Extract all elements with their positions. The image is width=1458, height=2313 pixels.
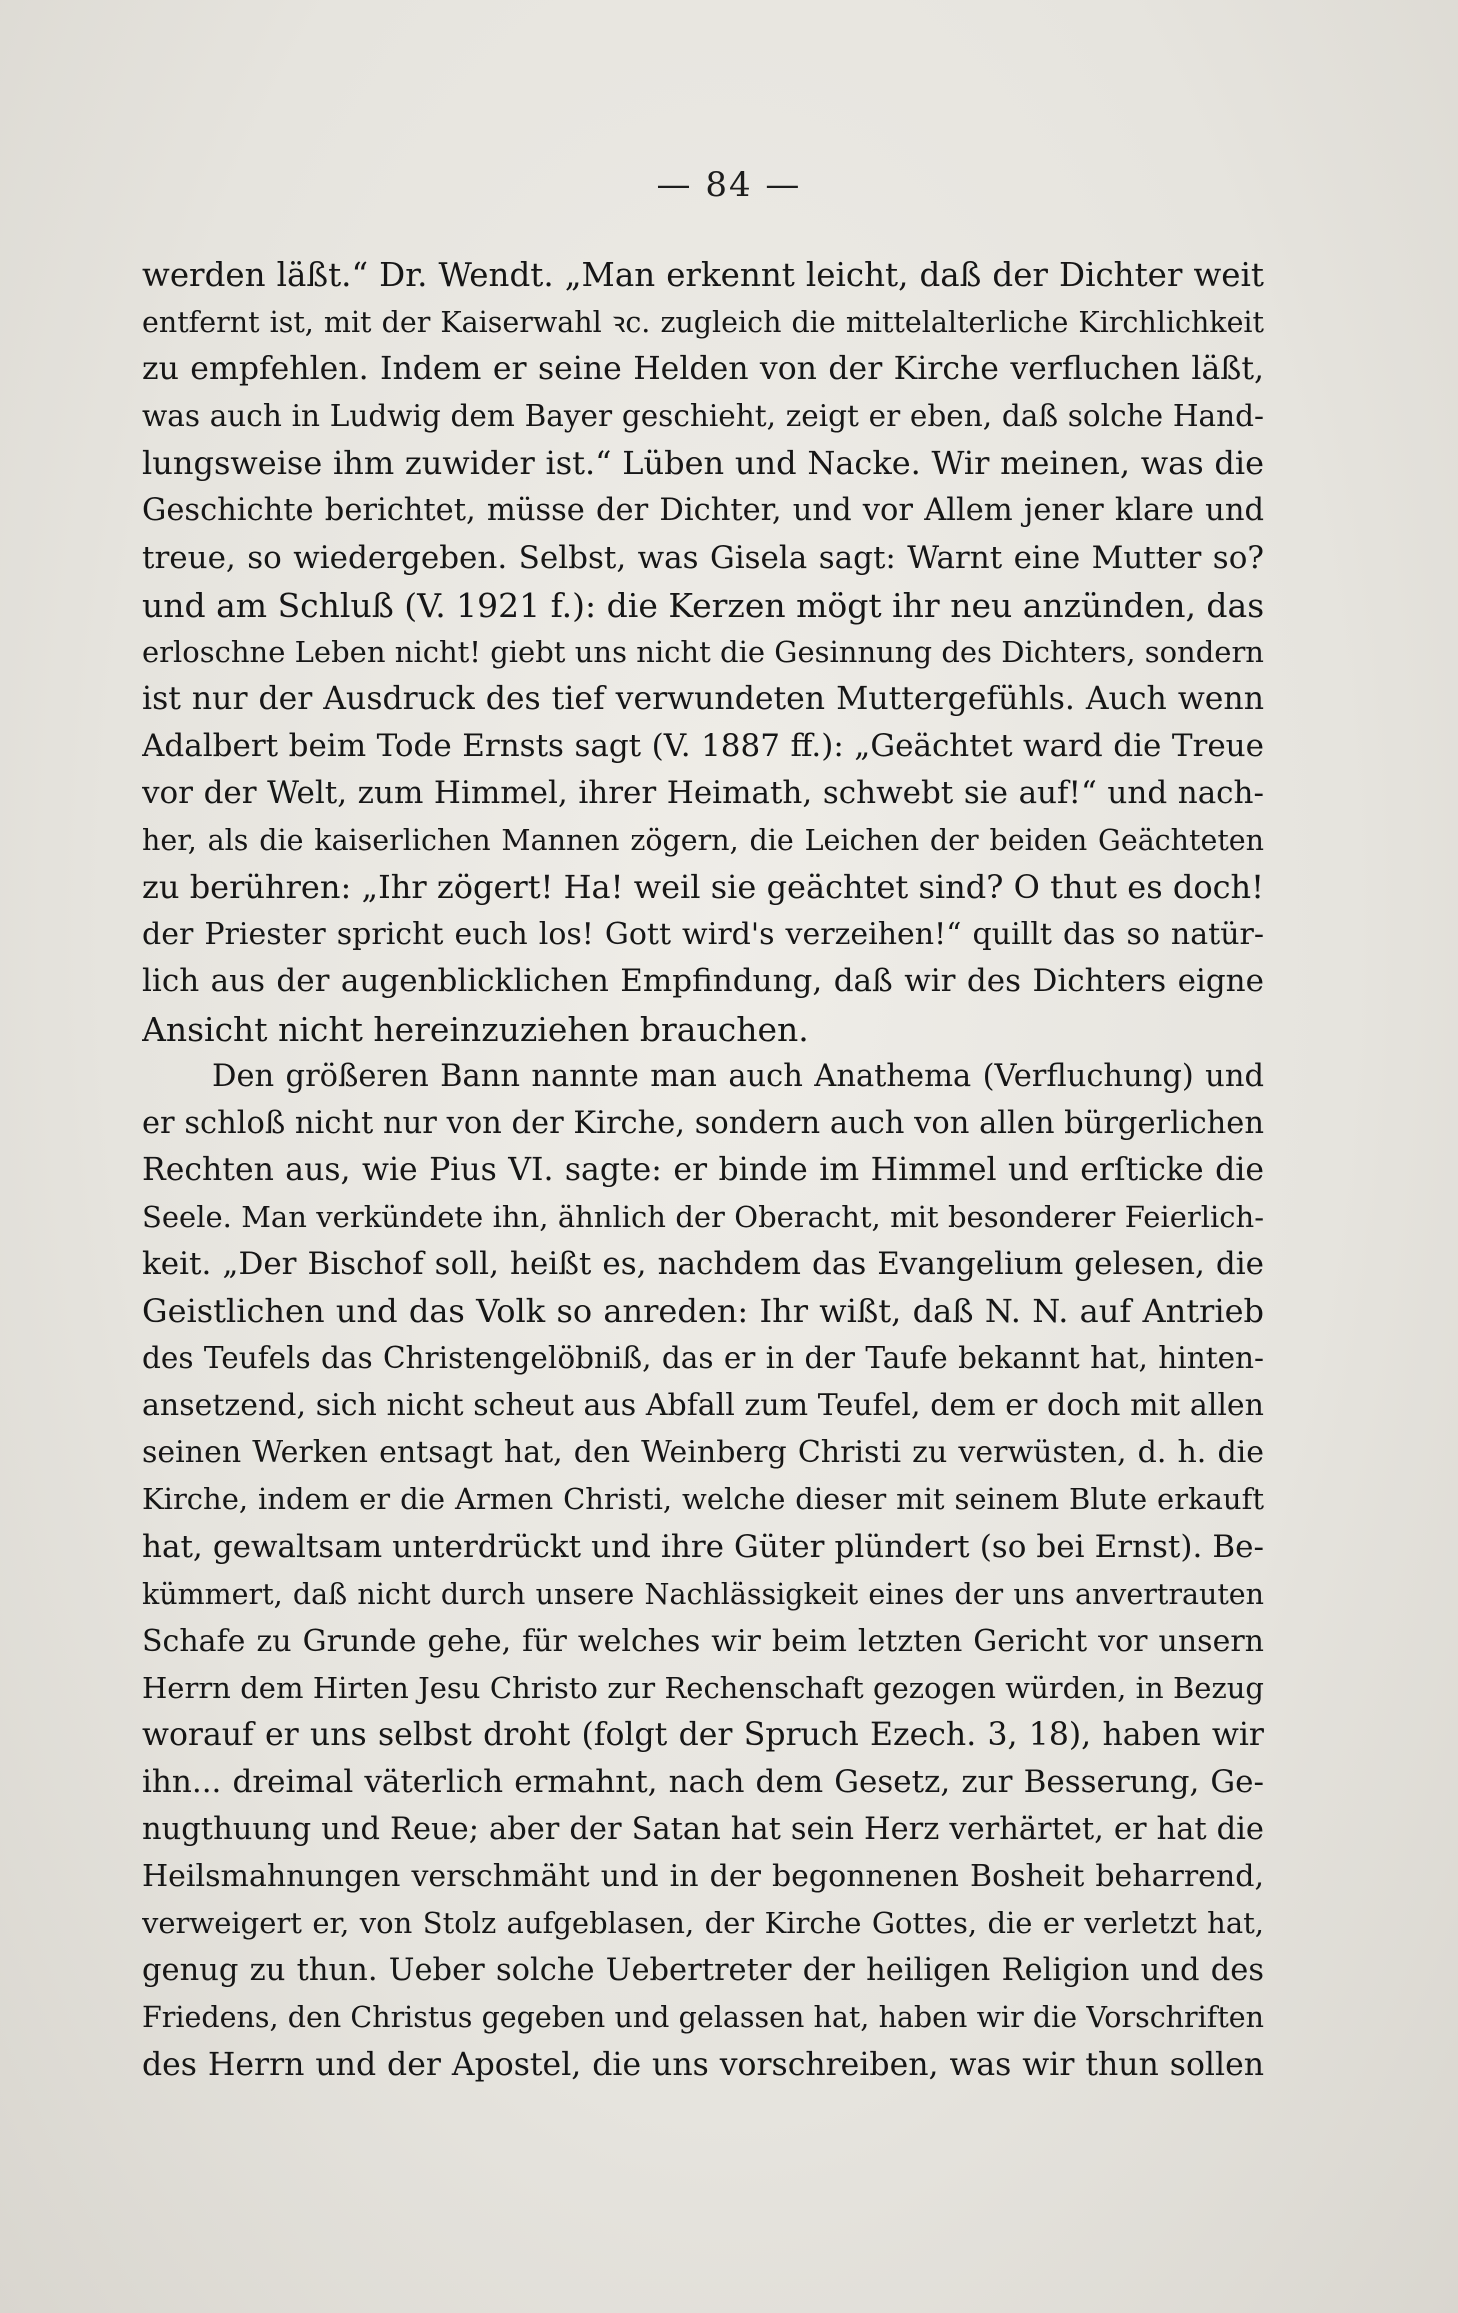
text-line: zu empfehlen. Indem er seine Helden von der Kirche verfluchen läßt,: [142, 351, 1264, 388]
text-line: Seele. Man verkündete ihn, ähnlich der Oberacht, mit besonderer Feierlich-: [142, 1199, 1264, 1234]
text-line: erloschne Leben nicht! giebt uns nicht die Gesinnung des Dichters, sondern: [142, 634, 1264, 669]
text-line: nugthuung und Reue; aber der Satan hat sein Herz verhärtet, er hat die: [142, 1812, 1264, 1848]
text-line: verweigert er, von Stolz aufgeblasen, der Kirche Gottes, die er verletzt hat,: [142, 1906, 1264, 1941]
text-line: Kirche, indem er die Armen Christi, welche dieser mit seinem Blute erkauft: [142, 1482, 1264, 1517]
text-line: ist nur der Ausdruck des tief verwundeten Muttergefühls. Auch wenn: [142, 680, 1264, 717]
text-line: Geschichte berichtet, müsse der Dichter, und vor Allem jener klare und: [142, 493, 1264, 529]
text-line: der Priester spricht euch los! Gott wird's verzeihen!“ quillt das so natür-: [142, 917, 1264, 953]
text-line: worauf er uns selbst droht (folgt der Spruch Ezech. 3, 18), haben wir: [142, 1716, 1264, 1753]
text-line: hat, gewaltsam unterdrückt und ihre Güter plündert (so bei Ernst). Be-: [142, 1528, 1264, 1565]
text-line: lungsweise ihm zuwider ist.“ Lüben und Nacke. Wir meinen, was die: [142, 444, 1264, 483]
text-line: des Teufels das Christengelöbniß, das er in der Taufe bekannt hat, hinten-: [142, 1341, 1264, 1376]
text-line: genug zu thun. Ueber solche Uebertreter der heiligen Religion und des: [142, 1953, 1264, 1989]
text-line: Geistlichen und das Volk so anreden: Ihr wißt, daß N. N. auf Antrieb: [142, 1292, 1264, 1331]
text-line: Rechten aus, wie Pius VI. sagte: er binde im Himmel und erſticke die: [142, 1151, 1264, 1188]
text-line: ihn... dreimal väterlich ermahnt, nach dem Gesetz, zur Besserung, Ge-: [142, 1764, 1264, 1800]
text-line: treue, so wiedergeben. Selbst, was Gisela sagt: Warnt eine Mutter so?: [142, 539, 1264, 576]
text-line: und am Schluß (V. 1921 f.): die Kerzen mögt ihr neu anzünden, das: [142, 585, 1264, 625]
text-line: des Herrn und der Apostel, die uns vorschreiben, was wir thun sollen: [142, 2046, 1264, 2083]
paragraph-end-line: Ansicht nicht hereinzuziehen brauchen.: [142, 1009, 809, 1049]
text-line: kümmert, daß nicht durch unsere Nachlässigkeit eines der uns anvertrauten: [142, 1577, 1264, 1611]
text-line: er schloß nicht nur von der Kirche, sondern auch von allen bürgerlichen: [142, 1105, 1264, 1141]
text-line: seinen Werken entsagt hat, den Weinberg Christi zu verwüsten, d. h. die: [142, 1435, 1264, 1471]
text-line: Heilsmahnungen verschmäht und in der begonnenen Bosheit beharrend,: [142, 1859, 1264, 1895]
body-text: [142, 252, 1264, 2089]
text-line: Friedens, den Christus gegeben und gelassen hat, haben wir die Vorschriften: [142, 2001, 1264, 2035]
text-line: keit. „Der Bischof soll, heißt es, nachdem das Evangelium gelesen, die: [142, 1245, 1264, 1282]
text-line: ansetzend, sich nicht scheut aus Abfall zum Teufel, dem er doch mit allen: [142, 1388, 1264, 1424]
text-line: Adalbert beim Tode Ernsts sagt (V. 1887 ff.): „Geächtet ward die Treue: [142, 727, 1264, 764]
text-line: Herrn dem Hirten Jesu Christo zur Rechenschaft gezogen würden, in Bezug: [142, 1670, 1264, 1705]
text-line: her, als die kaiserlichen Mannen zögern, die Leichen der beiden Geächteten: [142, 824, 1264, 858]
text-line: Schafe zu Grunde gehe, für welches wir beim letzten Gericht vor unsern: [142, 1623, 1264, 1659]
text-line: zu berühren: „Ihr zögert! Ha! weil sie geächtet sind? O thut es doch!: [142, 868, 1264, 907]
text-line: vor der Welt, zum Himmel, ihrer Heimath, schwebt sie auf!“ und nach-: [142, 775, 1264, 812]
page-number: — 84 —: [656, 165, 802, 205]
text-line: entfernt ist, mit der Kaiserwahl ꝛc. zugleich die mittelalterliche Kirchlichkeit: [142, 306, 1264, 340]
text-line: was auch in Ludwig dem Bayer geschieht, zeigt er eben, daß solche Hand-: [142, 399, 1264, 434]
text-line: lich aus der augenblicklichen Empfindung, daß wir des Dichters eigne: [142, 963, 1264, 1000]
paragraph-start-line: Den größeren Bann nannte man auch Anathema (Verfluchung) und: [212, 1058, 1264, 1094]
text-line: werden läßt.“ Dr. Wendt. „Man erkennt leicht, daß der Dichter weit: [142, 256, 1264, 294]
